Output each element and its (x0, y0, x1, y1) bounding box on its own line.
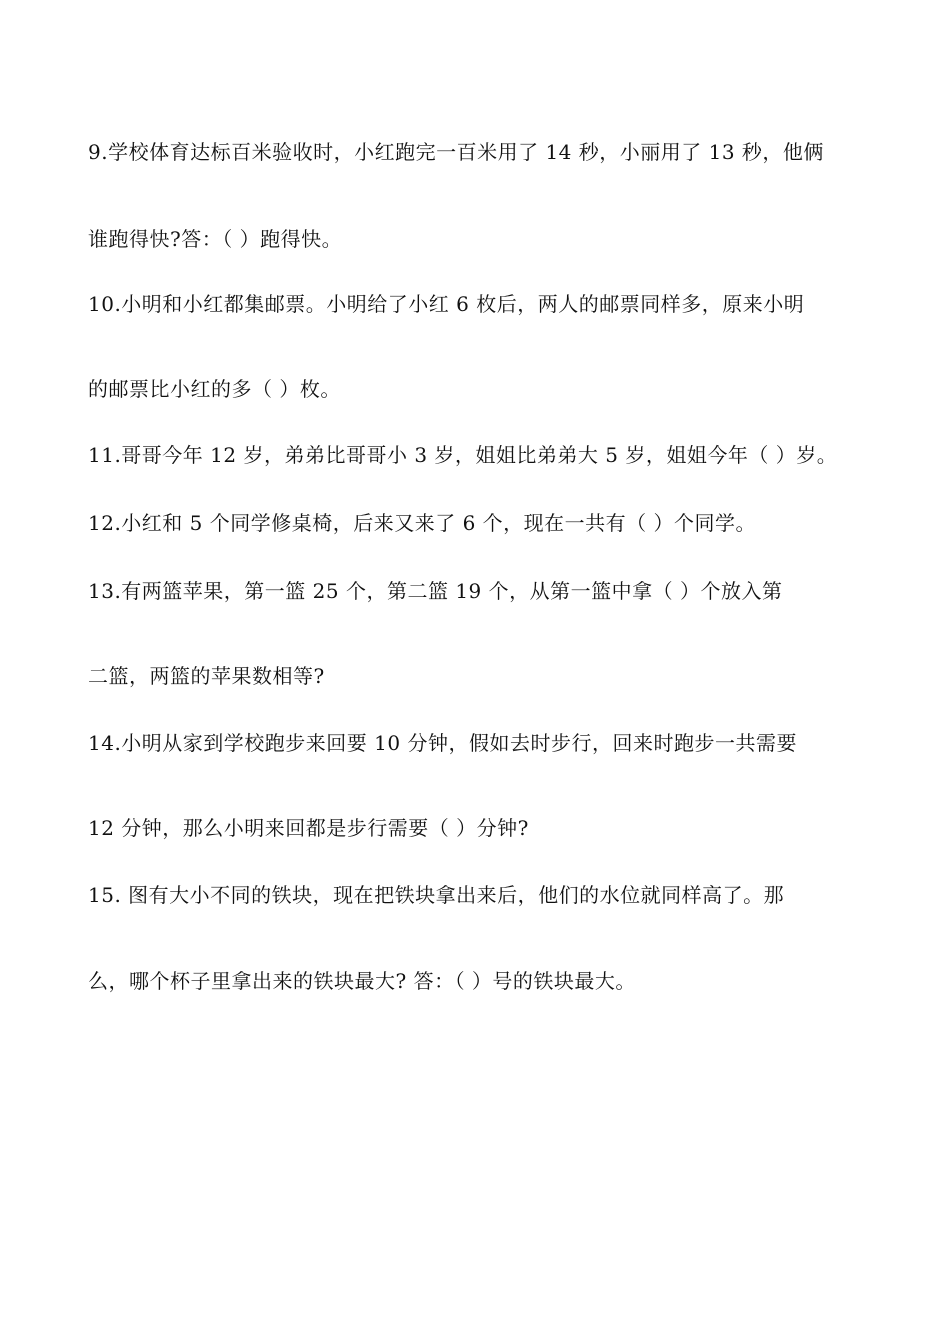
question-11-line-1: 11.哥哥今年 12 岁，弟弟比哥哥小 3 岁，姐姐比弟弟大 5 岁，姐姐今年（ ）岁。 (88, 443, 838, 467)
question-13-line-2: 二篮，两篮的苹果数相等? (88, 664, 325, 688)
question-15-line-1: 15. 图有大小不同的铁块，现在把铁块拿出来后，他们的水位就同样高了。那 (88, 883, 785, 907)
question-14-line-1: 14.小明从家到学校跑步来回要 10 分钟，假如去时步行，回来时跑步一共需要 (88, 731, 797, 755)
question-9-line-1: 9.学校体育达标百米验收时，小红跑完一百米用了 14 秒，小丽用了 13 秒，他俩 (88, 140, 824, 164)
question-10-line-1: 10.小明和小红都集邮票。小明给了小红 6 枚后，两人的邮票同样多，原来小明 (88, 292, 805, 316)
question-13-line-1: 13.有两篮苹果，第一篮 25 个，第二篮 19 个，从第一篮中拿（ ）个放入第 (88, 579, 783, 603)
question-15-line-2: 么，哪个杯子里拿出来的铁块最大? 答：（ ）号的铁块最大。 (88, 969, 636, 993)
question-14-line-2: 12 分钟，那么小明来回都是步行需要（ ）分钟? (88, 816, 529, 840)
question-10-line-2: 的邮票比小红的多（ ）枚。 (88, 377, 341, 401)
question-12-line-1: 12.小红和 5 个同学修桌椅，后来又来了 6 个，现在一共有（ ）个同学。 (88, 511, 757, 535)
question-9-line-2: 谁跑得快?答：（ ）跑得快。 (88, 227, 343, 251)
